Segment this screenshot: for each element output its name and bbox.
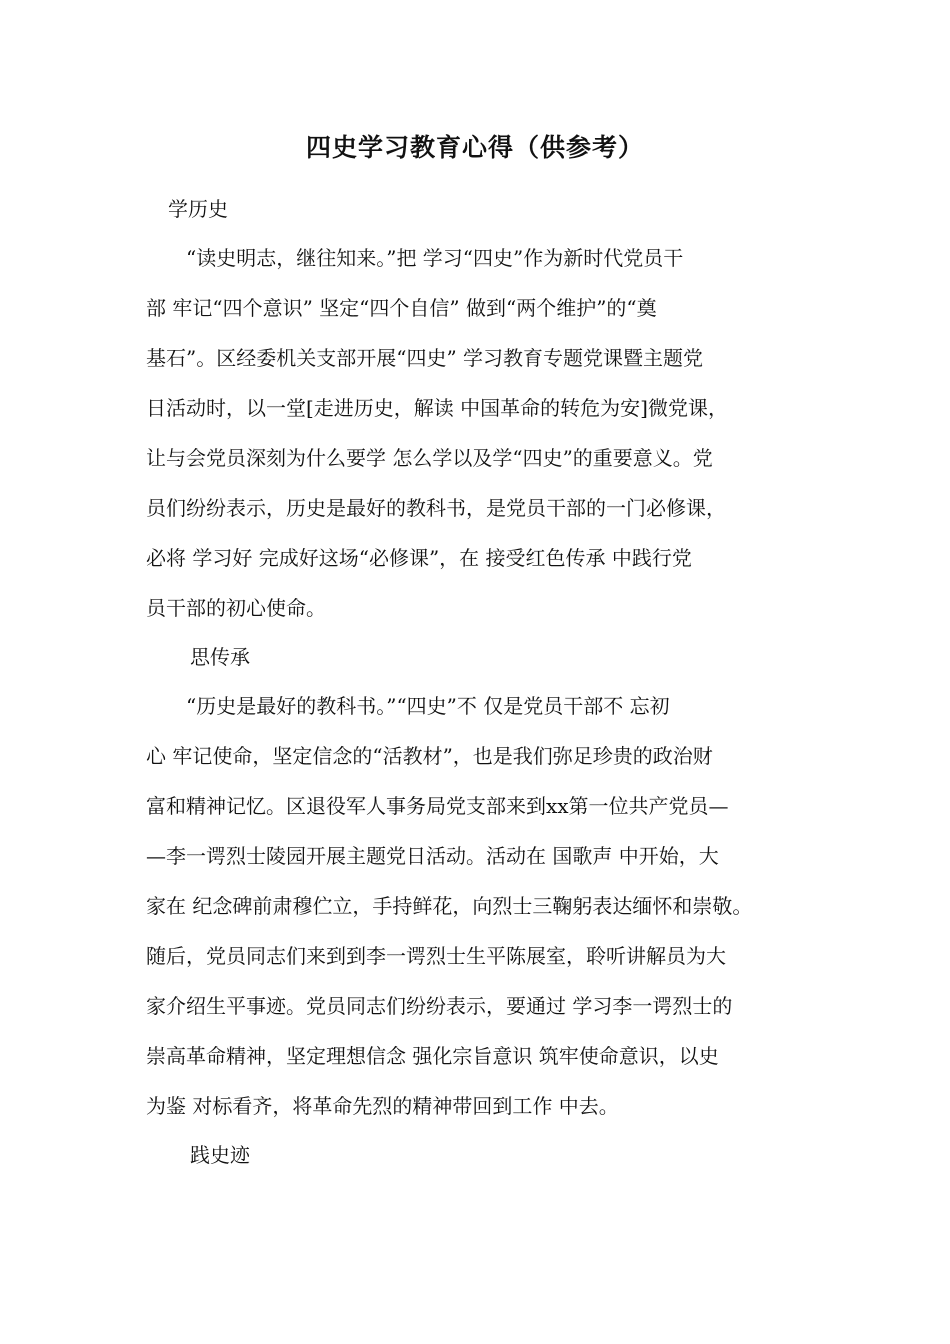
- section-heading-learn-history: 学历史: [168, 197, 228, 221]
- paragraph-line: 让与会党员深刻为什么要学 怎么学以及学“四史”的重要意义。党: [146, 446, 713, 470]
- paragraph-line: —李一谔烈士陵园开展主题党日活动。活动在 国歌声 中开始，大: [146, 844, 719, 868]
- paragraph-line: 部 牢记“四个意识” 坚定“四个自信” 做到“两个维护”的“奠: [146, 296, 657, 320]
- paragraph-line: 为鉴 对标看齐，将革命先烈的精神带回到工作 中去。: [146, 1094, 619, 1118]
- section-heading-inherit: 思传承: [190, 645, 250, 669]
- paragraph-line: “历史是最好的教科书。”“四史”不 仅是党员干部不 忘初: [186, 694, 670, 718]
- paragraph-line: 富和精神记忆。区退役军人事务局党支部来到xx第一位共产党员—: [146, 794, 729, 818]
- paragraph-line: 必将 学习好 完成好这场“必修课”，在 接受红色传承 中践行党: [146, 546, 692, 570]
- paragraph-line: 日活动时，以一堂[走进历史，解读 中国革命的转危为安]微党课，: [146, 396, 728, 420]
- section-heading-practice: 践史迹: [190, 1143, 250, 1167]
- paragraph-line: 随后，党员同志们来到到李一谔烈士生平陈展室，聆听讲解员为大: [146, 944, 726, 968]
- document-title: 四史学习教育心得（供参考）: [305, 133, 644, 162]
- paragraph-line: “读史明志，继往知来。”把 学习“四史”作为新时代党员干: [186, 246, 684, 270]
- paragraph-line: 基石”。区经委机关支部开展“四史” 学习教育专题党课暨主题党: [146, 346, 704, 370]
- paragraph-line: 家介绍生平事迹。党员同志们纷纷表示，要通过 学习李一谔烈士的: [146, 994, 733, 1018]
- paragraph-line: 员们纷纷表示，历史是最好的教科书，是党员干部的一门必修课，: [146, 496, 726, 520]
- section-paragraph-inherit: [146, 681, 826, 1131]
- section-paragraph-learn-history: [146, 233, 826, 633]
- paragraph-line: 崇高革命精神，坚定理想信念 强化宗旨意识 筑牢使命意识，以史: [146, 1044, 719, 1068]
- paragraph-line: 心 牢记使命，坚定信念的“活教材”，也是我们弥足珍贵的政治财: [146, 744, 713, 768]
- paragraph-line: 员干部的初心使命。: [146, 596, 326, 620]
- paragraph-line: 家在 纪念碑前肃穆伫立，手持鲜花，向烈士三鞠躬表达缅怀和崇敬。: [146, 894, 753, 918]
